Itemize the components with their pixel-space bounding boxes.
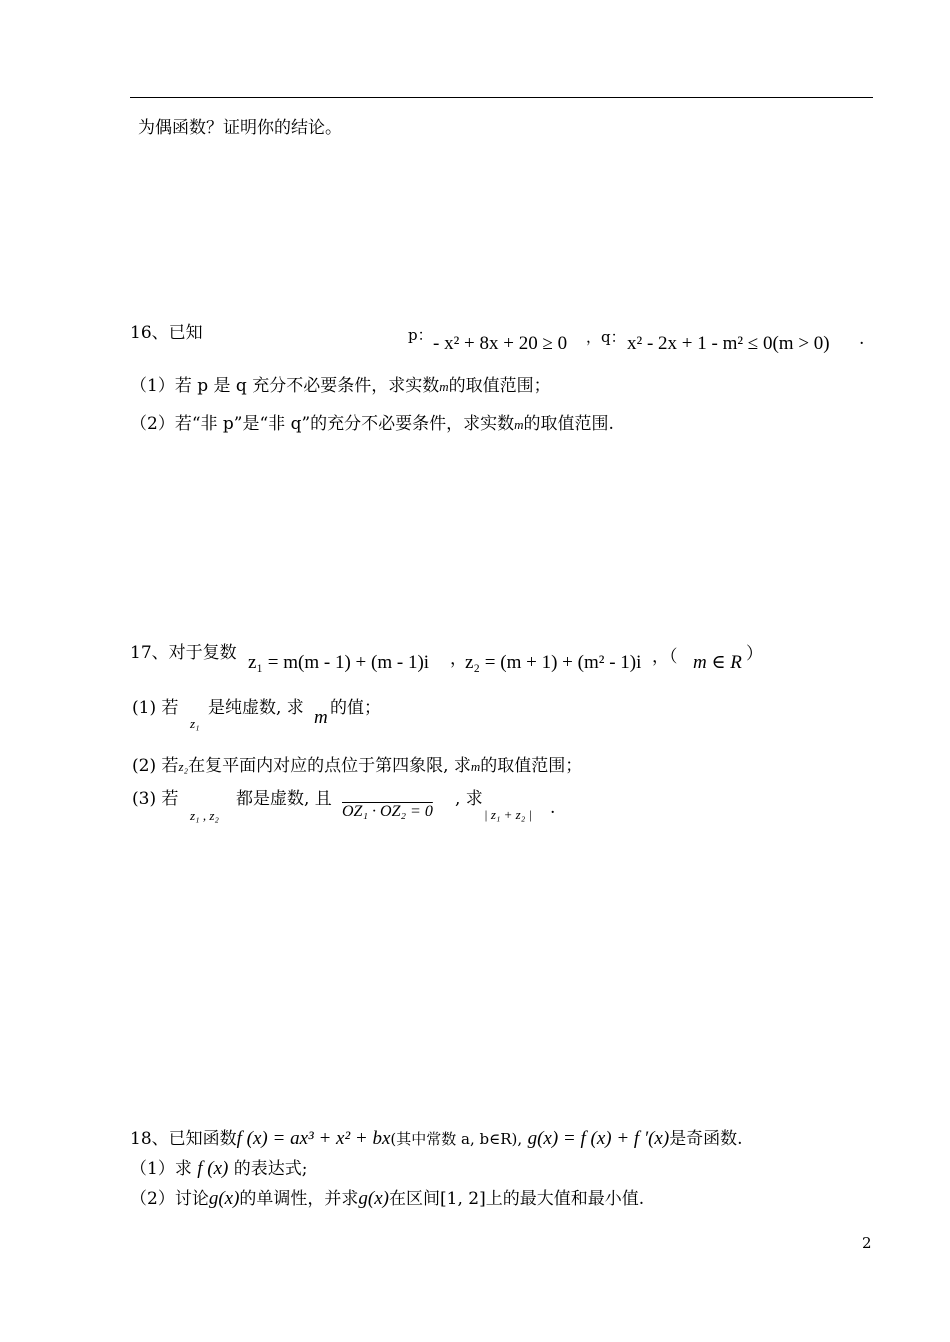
q17-sub3-label: (3) 若: [132, 789, 179, 809]
q18-number: 18、已知函数: [130, 1129, 237, 1149]
q17-sub3-target: | z₁ + z₂ |: [484, 807, 533, 822]
q16-sub2: [130, 413, 614, 436]
q16-end-mark: .: [859, 329, 865, 349]
q17-sub3-end: .: [550, 798, 556, 818]
header-rule: [130, 97, 873, 98]
q18-sub2: [130, 1188, 644, 1210]
q17-close-paren: ）: [746, 644, 763, 664]
continuation-text: 为偶函数？证明你的结论。: [138, 118, 342, 138]
q18-sub1-expression: f (x): [197, 1158, 229, 1179]
q16-sub2-suffix: 的取值范围.: [523, 414, 614, 434]
q17-sub2-var2: m: [470, 759, 481, 774]
q16-sub1-prefix: （1）若 p 是 q 充分不必要条件，求实数: [130, 376, 440, 396]
q17-sub3-vector-expression: OZ₁ · OZ₂ = 0: [342, 803, 433, 820]
q17-sub2-var: z₂: [178, 759, 189, 774]
q17-sub3-vars: z₁ , z₂: [190, 808, 219, 823]
q16-sub1-var: m: [439, 379, 449, 394]
q17-number: 17、对于复数: [130, 643, 237, 663]
q18-g-end: 是奇函数.: [669, 1129, 743, 1149]
q18-sub1: [130, 1158, 308, 1180]
q16-sub1-suffix: 的取值范围；: [448, 376, 551, 396]
q18-note: (其中常数 a, b∈R),: [390, 1130, 523, 1148]
q17-sub1-var2: m: [314, 707, 328, 728]
q18-sub1-prefix: （1）求: [130, 1159, 192, 1179]
q17-sub1-var: z₁: [190, 716, 200, 731]
q18-sub2-mid2: 在区间[1, 2]上的最大值和最小值.: [389, 1189, 645, 1209]
q17-sub3-ask: , 求: [455, 789, 483, 809]
q18-g-expression: g(x) = f (x) + f ′(x): [527, 1128, 670, 1149]
q18-line1: [130, 1128, 743, 1150]
page-number: 2: [862, 1234, 872, 1252]
q16-sub2-var: m: [514, 417, 524, 432]
q16-sub2-prefix: （2）若“非 p”是“非 q”的充分不必要条件，求实数: [130, 414, 515, 434]
q16-sub1: [130, 375, 551, 398]
q16-q-expression: x² - 2x + 1 - m² ≤ 0(m > 0): [627, 333, 830, 354]
q17-sub1-label: (1) 若: [132, 698, 179, 718]
q16-p-label: p：: [408, 326, 433, 344]
q18-sub1-suffix: 的表达式;: [233, 1159, 308, 1179]
q17-z2-expression: z₂ = (m + 1) + (m² - 1)i: [465, 652, 642, 673]
q17-sub1-mid: 是纯虚数, 求: [208, 698, 304, 718]
q17-sep1: ，: [450, 649, 467, 669]
q16-p-expression: - x² + 8x + 20 ≥ 0: [433, 333, 568, 354]
q18-sub2-expression2: g(x): [358, 1188, 390, 1209]
q17-sub3-mid: 都是虚数, 且: [236, 789, 332, 809]
q16-q-label: ，q：: [586, 328, 626, 346]
q17-sub1-end: 的值；: [330, 698, 381, 718]
q18-f-expression: f (x) = ax³ + x² + bx: [236, 1128, 391, 1149]
q17-sub2-label: (2) 若: [132, 756, 179, 776]
q18-sub2-mid1: 的单调性，并求: [239, 1189, 359, 1209]
q17-sub2-mid: 在复平面内对应的点位于第四象限, 求: [188, 756, 471, 776]
q17-condition: m ∈ R: [693, 652, 742, 673]
q17-z1-expression: z₁ = m(m - 1) + (m - 1)i: [248, 652, 430, 673]
q17-sub2: [132, 755, 582, 778]
q18-sub2-expression1: g(x): [208, 1188, 240, 1209]
q17-sub2-end: 的取值范围；: [480, 756, 583, 776]
q17-sep2: ，（: [652, 647, 678, 667]
q16-number: 16、已知: [130, 323, 203, 343]
q18-sub2-prefix: （2）讨论: [130, 1189, 209, 1209]
